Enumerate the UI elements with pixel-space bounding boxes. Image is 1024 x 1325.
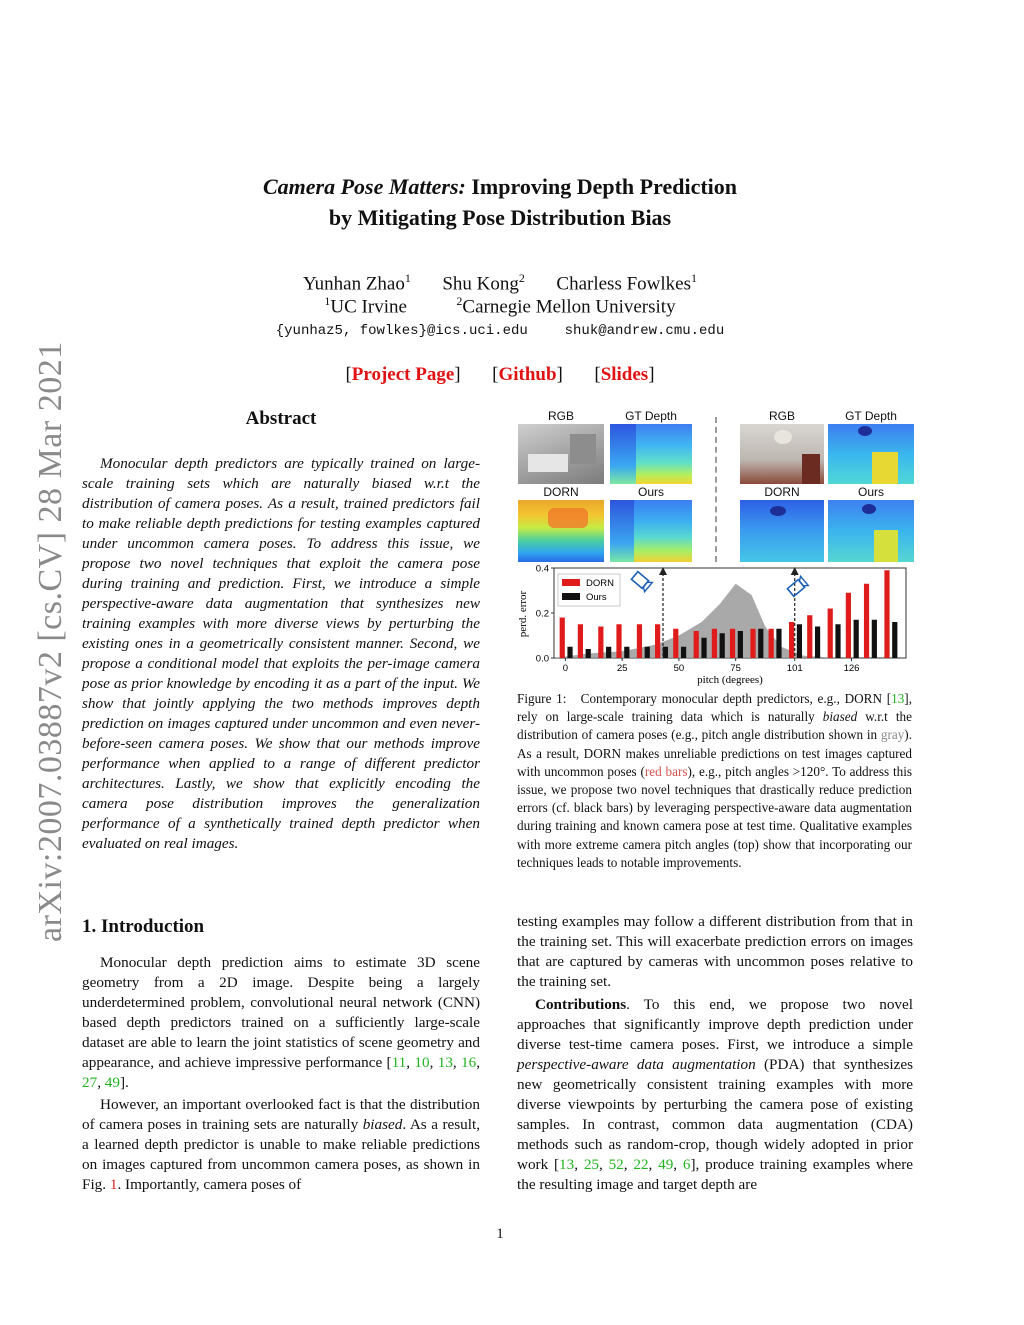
panel-label-gt: GT Depth [845, 409, 897, 423]
bar-dorn [769, 629, 774, 658]
panel-label-ours: Ours [857, 485, 884, 499]
y-tick-label: 0.4 [535, 563, 549, 575]
chart-legend [558, 574, 620, 606]
legend-label-dorn: DORN [586, 578, 614, 589]
citation-link[interactable]: 13 [891, 691, 905, 706]
figure-separator [715, 417, 717, 562]
chart-y-axis-label: perd. error [517, 590, 529, 638]
figure-1-caption [517, 690, 912, 872]
bar-dorn [560, 618, 565, 659]
panel-label-gt: GT Depth [625, 409, 677, 423]
citation-link[interactable]: 10 [414, 1054, 430, 1071]
citation-link[interactable]: 49 [104, 1074, 120, 1091]
bar-dorn [750, 629, 755, 658]
bar-ours [681, 647, 686, 658]
rgb-image-1 [518, 424, 604, 484]
panel-label-dorn: DORN [764, 485, 800, 499]
affiliations [0, 294, 1000, 318]
bar-ours [872, 620, 877, 658]
panel-label-rgb: RGB [768, 409, 795, 423]
contrib-text: . To this end, we propose two novel approaches that significantly improve depth prediction under diverse test-time camera poses. First, we introduce a simple [517, 996, 913, 1053]
x-tick-label: 0 [562, 663, 569, 674]
email-brace: { [275, 323, 285, 339]
intro-paragraph-1: Monocular depth prediction aims to estimate 3D scene geometry from a 2D image. Despite being a largely underdetermined problem, convolutional neural network (CNN) based depth predictors trained on a sufficiently large-scale dataset are able to learn the joint statistics of scene geometry and appearance, and achieve impressive performance [11, 10, 13, 16, 27, 49]. [82, 954, 481, 1091]
pitch-error-chart [514, 562, 916, 688]
arxiv-identifier [30, 341, 70, 950]
email-domain: @ics.uci.edu [426, 323, 528, 339]
bar-dorn [655, 624, 660, 658]
chart-y-ticks [536, 564, 554, 665]
legend-label-ours: Ours [586, 592, 607, 603]
x-tick-label: 75 [730, 663, 741, 674]
figure-1-panels [516, 405, 916, 565]
bar-dorn [712, 629, 717, 658]
citation-link[interactable]: 16 [461, 1054, 477, 1071]
page-number: 1 [496, 1226, 504, 1242]
figure-ref-link[interactable]: 1 [109, 1176, 118, 1193]
author-sup: 1 [404, 271, 411, 285]
dorn-depth-image-1 [518, 500, 604, 562]
intro-p2-italic: biased [362, 1116, 403, 1133]
legend-swatch-dorn [562, 579, 580, 586]
citation-link[interactable]: 49 [658, 1156, 674, 1173]
x-tick-label: 126 [843, 663, 860, 674]
abstract-heading: Abstract [245, 408, 317, 429]
email-second: shuk@andrew.cmu.edu [564, 323, 725, 339]
bar-dorn [846, 593, 851, 658]
author-sup: 2 [518, 271, 525, 285]
caption-label: Figure 1: [517, 691, 567, 706]
bar-dorn [598, 627, 603, 659]
bar-dorn [864, 584, 869, 658]
bar-ours [701, 638, 706, 658]
citation-link[interactable]: 27 [82, 1074, 98, 1091]
bar-ours [776, 629, 781, 658]
caption-gray-word: gray [880, 727, 905, 743]
right-col-paragraph-1: testing examples may follow a different distribution from that in the training set. This will exacerbate prediction errors on images that are captured by cameras with uncommon poses relative to the training set. [517, 913, 913, 990]
bar-ours [567, 647, 572, 658]
bar-dorn [789, 622, 794, 658]
bar-ours [645, 647, 650, 658]
intro-p2-text: . As a result, a learned depth predictor is unable to make reliable predictions on images captured from uncommon camera poses, as shown in Fig. [82, 1116, 480, 1193]
bar-ours [815, 627, 820, 659]
title-italic-part: Camera Pose Matters: [262, 174, 466, 199]
author-name: Charless Fowlkes [556, 273, 691, 295]
bar-ours [758, 629, 763, 658]
email-brace: } [418, 323, 427, 339]
project-page-link[interactable]: Project Page [351, 364, 455, 385]
github-link[interactable]: Github [498, 364, 557, 385]
contrib-text: (PDA) that synthesizes new geometrically consistent training examples with more diverse viewpoints by perturbing the camera pose of existing samples. In contrast, common data augmentation (CDA) methods such as random-crop, though widely adopted in prior work [ [517, 1056, 913, 1173]
contrib-text: ], produce training examples where the resulting image and target depth are [517, 1156, 914, 1193]
contrib-italic: perspective-aware data augmentation [517, 1056, 756, 1073]
caption-text: Contemporary monocular depth predictors, e.g., DORN [ [580, 691, 892, 706]
bar-dorn [807, 615, 812, 658]
affiliation-name: Carnegie Mellon University [462, 296, 676, 318]
bar-ours [854, 620, 859, 658]
ours-depth-image-1 [610, 500, 692, 562]
ours-depth-image-2 [828, 500, 914, 562]
bar-dorn [694, 631, 699, 658]
title-rest: Improving Depth Prediction [465, 174, 738, 199]
caption-text: w.r.t the distribution of camera poses (e.g., pitch angle distribution shown in [517, 709, 913, 743]
panel-label-dorn: DORN [543, 485, 579, 499]
dorn-depth-image-2 [740, 500, 824, 562]
caption-text: ], rely on large-scale training data which is naturally [517, 691, 912, 725]
citation-link[interactable]: 22 [633, 1156, 649, 1173]
bar-dorn [884, 570, 889, 658]
citation-link[interactable]: 25 [583, 1156, 599, 1173]
y-tick-label: 0.2 [535, 608, 549, 620]
intro-paragraph-2 [82, 1095, 480, 1195]
gt-depth-image-1 [610, 424, 692, 484]
bar-ours [892, 622, 897, 658]
bar-dorn [828, 609, 833, 659]
author-name: Yunhan Zhao [303, 273, 405, 295]
x-tick-label: 50 [673, 663, 685, 674]
bar-ours [606, 647, 611, 658]
gt-depth-image-2 [828, 424, 914, 484]
bar-ours [835, 624, 840, 658]
rgb-image-2 [740, 424, 824, 484]
contributions-paragraph: Contributions. To this end, we propose two novel approaches that significantly improve depth prediction under diverse test-time camera poses. First, we introduce a simple perspective-aware data augmentation (PDA) that synthesizes new geometrically consistent training examples with more diverse viewpoints by perturbing the camera pose of existing samples. In contrast, common data augmentation (CDA) methods such as random-crop, though widely adopted in prior work [13, 25, 52, 22, 49, 6], produce training examples where the resulting image and target depth are [517, 996, 914, 1193]
bar-ours [738, 631, 743, 658]
y-tick-label: 0.0 [535, 653, 549, 665]
intro-p2-text: . Importantly, camera poses of [117, 1176, 302, 1193]
citation-link[interactable]: 13 [559, 1156, 575, 1173]
bar-dorn [637, 624, 642, 658]
intro-p1-end: ]. [119, 1074, 129, 1091]
email-group-names: yunhaz5, fowlkes [284, 323, 419, 339]
bar-dorn [730, 629, 735, 658]
chart-x-axis-label: pitch (degrees) [697, 674, 763, 686]
legend-swatch-ours [562, 593, 580, 600]
caption-red-word: red bars [644, 763, 688, 779]
abstract-text: Monocular depth predictors are typically trained on large-scale training sets which are naturally biased w.r.t the distribution of camera poses. As a result, trained predictors fail to make reliable depth predictions for testing examples captured under uncommon camera poses. To address this issue, we propose two novel techniques that exploit the camera pose during training and prediction. First, we introduce a simple perspective-aware data augmentation that synthesizes new training examples with more diverse views by perturbing the existing ones in a geometrically consistent manner. Second, we propose a conditional model that exploits the per-image camera pose as prior knowledge by encoding it as a part of the input. We show that jointly applying the two methods improves depth prediction on images captured under uncommon and even never-before-seen camera poses. We show that our methods improve performance when applied to a range of different predictor architectures. Lastly, we show that explicitly encoding the camera pose distribution improves the generalization performance of a synthetically trained depth predictor when evaluated on real images. [82, 455, 480, 852]
author-name: Shu Kong [442, 273, 519, 295]
affiliation-sup: 1 [324, 294, 331, 308]
affiliation-sup: 2 [456, 294, 463, 308]
author-list [0, 271, 1000, 295]
paper-title-line2: by Mitigating Pose Distribution Bias [328, 205, 672, 230]
citation-link[interactable]: 6 [682, 1156, 691, 1173]
affiliation-name: UC Irvine [330, 296, 407, 318]
intro-p1-text: Monocular depth prediction aims to estimate 3D scene geometry from a 2D image. Despite being a largely underdetermined problem, convolutional neural network (CNN) based depth predictors trained on a sufficiently large-scale dataset are able to learn the joint statistics of scene geometry and appearance, and achieve impressive performance [ [82, 954, 480, 1071]
panel-label-rgb: RGB [547, 409, 574, 423]
project-links: [Project Page] [Github] [Slides] [345, 364, 655, 385]
contributions-label: Contributions [535, 996, 627, 1013]
bar-ours [586, 649, 591, 658]
arxiv-identifier-text: arXiv:2007.03887v2 [cs.CV] 28 Mar 2021 [32, 341, 69, 942]
slides-link[interactable]: Slides [600, 364, 649, 385]
caption-italic: biased [822, 709, 858, 725]
bar-ours [624, 647, 629, 658]
author-sup: 1 [690, 271, 697, 285]
bar-dorn [673, 629, 678, 658]
citation-link[interactable]: 11 [391, 1054, 407, 1071]
citation-link[interactable]: 52 [608, 1156, 624, 1173]
x-tick-label: 25 [616, 663, 628, 674]
bar-dorn [616, 624, 621, 658]
x-tick-label: 101 [786, 663, 803, 674]
author-emails [0, 323, 1000, 339]
bar-ours [797, 624, 802, 658]
citation-link[interactable]: 13 [437, 1054, 453, 1071]
intro-p2-text: However, an important overlooked fact is that the distribution of camera poses in training sets are naturally [82, 1096, 480, 1133]
panel-label-ours: Ours [637, 485, 664, 499]
intro-heading: 1. Introduction [82, 916, 205, 937]
caption-text: ). As a result, DORN makes unreliable predictions on test images captured with uncommon poses ( [517, 727, 912, 779]
chart-x-ticks [563, 658, 860, 674]
paper-title-line1 [0, 174, 1000, 200]
bar-ours [720, 633, 725, 658]
bar-dorn [578, 624, 583, 658]
caption-text: ), e.g., pitch angles >120°. To address this issue, we propose two novel techniques that drastically reduce prediction errors (cf. black bars) by leveraging perspective-aware data augmentation during training and known camera pose at test time. Qualitative examples with more extreme camera pitch angles (top) show that incorporating our techniques leads to notable improvements. [517, 763, 913, 870]
